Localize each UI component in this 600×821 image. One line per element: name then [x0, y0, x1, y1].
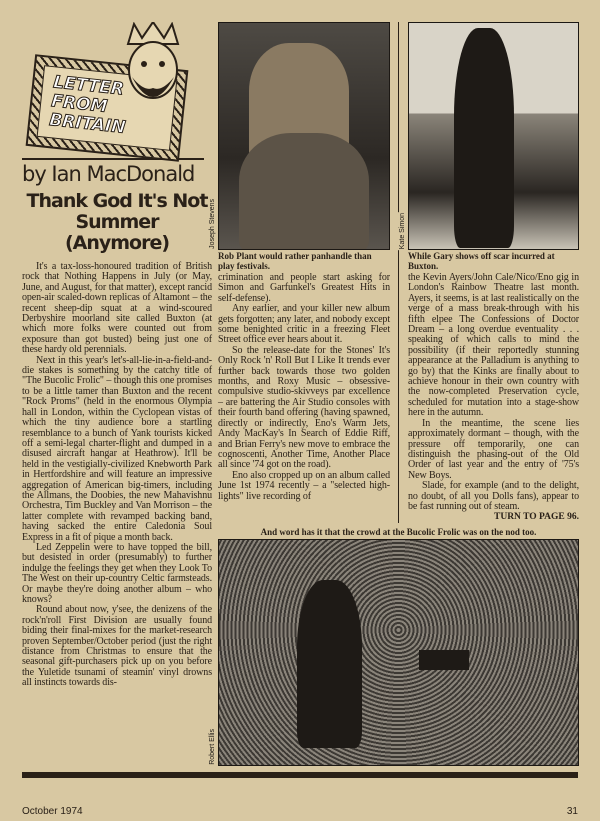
paragraph: the Kevin Ayers/John Cale/Nico/Eno gig in London's Rainbow Theatre last month. Ayers, it seems, is at last realistically on the verge of a mass break-through with his fifth elpee The Confessions of Doctor Dream – a long overdue eventuality . . . speaking of which calls to mind the possibility (if their reportedly stunning appearance at the Palladium is anything to go by) that the Kinks are finally about to achieve honour in their own country with the now-completed Preservation cycle, scheduled for mutation into a stage-show here in the autumn.: [408, 272, 579, 419]
column-2: [209, 22, 399, 523]
page-number: 31: [566, 806, 578, 817]
photo-robert-plant: [218, 22, 390, 250]
photo-festival-crowd: [218, 539, 579, 766]
paragraph: It's a tax-loss-honoured tradition of British rock that Nothing Happens in July (or May, June, and August, for that matter), except rancid open-air scaled-down replicas of Altamont – the recent sheep-dip squat at a wind-scoured Derbyshire moorland site called Buxton (at which more folks were counted out from exposure than got busted) being just one of these hardy old perennials.: [22, 261, 212, 356]
photo-credit: Joseph Stevens: [209, 199, 216, 249]
footer-rule: [22, 772, 578, 778]
king-caricature-icon: [122, 22, 184, 117]
paragraph: Led Zeppelin were to have topped the bill, but desisted in order (presumably) to further indulge the feelings they get when they Look To The West on their up-country Celtic farmsteads. Or maybe they're doing another album – who knows?: [22, 541, 212, 605]
article-title: Thank God It's Not Summer (Anymore): [26, 190, 208, 254]
photo-caption: While Gary shows off scar incurred at Buxton.: [408, 251, 555, 271]
paragraph: Slade, for example (and to the delight, no doubt, of all you Dolls fans), appear to be fast running out of steam.: [408, 480, 579, 512]
letter-from-britain-logo: [22, 22, 202, 157]
left-column: [22, 22, 212, 689]
column-3: [399, 22, 579, 523]
photo-gary: [408, 22, 579, 250]
paragraph: Eno also cropped up on an album called June 1st 1974 recently – a "selected high-lights" live recording of: [218, 469, 390, 502]
photo-caption: Rob Plant would rather panhandle than play festivals.: [218, 251, 372, 271]
byline: by Ian MacDonald: [22, 158, 204, 187]
article-column-3: [408, 273, 579, 512]
paragraph: So the release-date for the Stones' It's Only Rock 'n' Roll But I Like It trends ever further back towards those two golden months, and Roxy Music – obsessive-compulsive studio-skivveys par excellence – are battering the Air Studio consoles with their fourth band offering (having spawned, directly or indirectly, Eno's Warm Jets, Andy MacKay's In Search of Eddie Riff, and Brian Ferry's new move to embrace the cognoscenti, Another Time, Another Place all since '74 got on the road).: [218, 344, 390, 471]
photo-credit: Kate Simon: [399, 212, 406, 249]
paragraph: Round about now, y'see, the denizens of the rock'n'roll First Division are usually found biding their final-mixes for the market-research proven September/October period (just the right distance from Christmas to ensure that the seasonal gift-purchasers pick up on you before the Yuletide tsunami of steamin' vinyl drowns all instincts towards dis-: [22, 604, 212, 689]
paragraph: In the meantime, the scene lies approximately dormant – though, with the pressure off temporarily, one can distinguish the phasing-out of the Old Order of last year and the entry of '75's New Boys.: [408, 417, 579, 481]
photo-caption: And word has it that the crowd at the Bucolic Frolic was on the nod too.: [260, 527, 537, 538]
article-column-1: [22, 262, 212, 689]
continued-link: TURN TO PAGE 96.: [494, 512, 579, 523]
photo-credit: Robert Ellis: [209, 729, 216, 765]
paragraph: Any earlier, and your killer new album gets forgotten; any later, and nobody except some benighted critic in a freezing Fleet Street office ever hears about it.: [218, 303, 390, 346]
issue-date: October 1974: [22, 806, 83, 817]
paragraph: Next in this year's let's-all-lie-in-a-field-and-die stakes is something by the catchy title of "The Bucolic Frolic" – though this one promises to be a little tamer than Buxton and the recent "Rock Proms" (held in the enormous Olympia hall in London, within the Cyclopean vistas of which the tiny audience bore a startling resemblance to a bunch of Yank tourists kicked off a semi-legal charter-flight and dumped in a disused aircraft hangar at Heathrow). It'll be held in the vestigially-civilized Knebworth Park in Hertfordshire and will feature an impressive aggregation of American big-timers, including the Allmans, the Doobies, the new Mahavishnu Orchestra, Tim Buckley and Van Morrison – the latter complete with revamped backing band, having sacked the entire Caledonia Soul Express in a fit of pique a month back.: [22, 354, 212, 543]
paragraph: crimination and people start asking for Simon and Garfunkel's Greatest Hits in self-defense).: [218, 272, 390, 304]
logo-text: LETTER FROM BRITAIN: [48, 72, 127, 138]
right-area: [209, 22, 579, 766]
article-column-2: [218, 273, 390, 502]
